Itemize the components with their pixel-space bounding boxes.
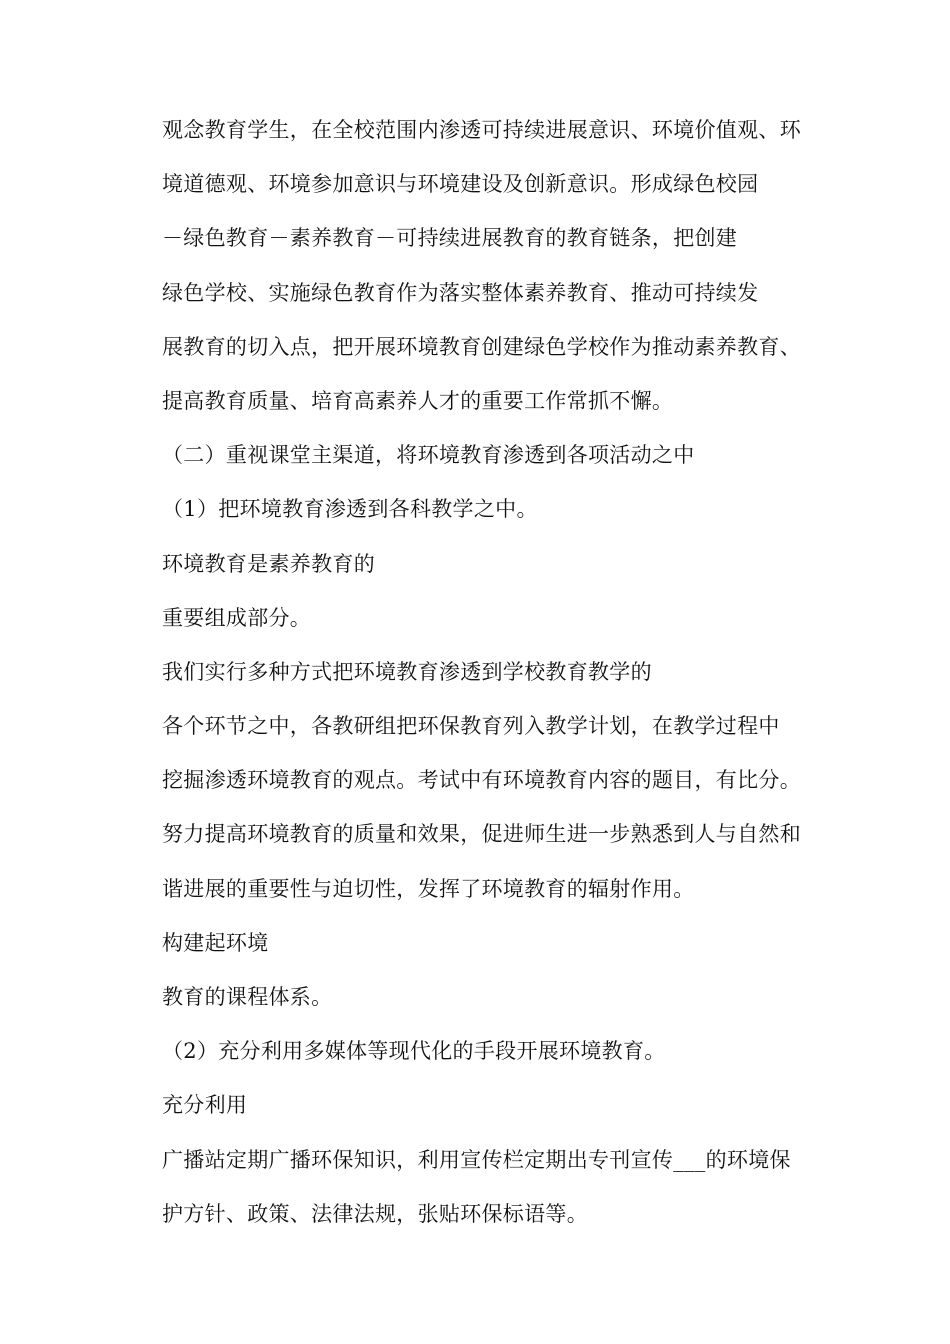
text-line: 境道德观、环境参加意识与环境建设及创新意识。形成绿色校园	[162, 172, 759, 197]
text-line: 重要组成部分。	[162, 605, 312, 630]
text-line: 构建起环境	[162, 930, 269, 955]
text-line: 谐进展的重要性与迫切性，发挥了环境教育的辐射作用。	[162, 876, 695, 901]
subsection-heading: （2）充分利用多媒体等现代化的手段开展环境教育。	[162, 1039, 666, 1064]
text-line: 展教育的切入点，把开展环境教育创建绿色学校作为推动素养教育、	[162, 334, 801, 359]
text-line: 护方针、政策、法律法规，张贴环保标语等。	[162, 1201, 588, 1226]
text-line: 观念教育学生，在全校范围内渗透可持续进展意识、环境价值观、环	[162, 118, 801, 142]
text-line: 绿色学校、实施绿色教育作为落实整体素养教育、推动可持续发	[162, 280, 759, 305]
text-line: 努力提高环境教育的质量和效果，促进师生进一步熟悉到人与自然和	[162, 822, 801, 847]
text-line: 环境教育是素养教育的	[162, 551, 375, 576]
text-line: 我们实行多种方式把环境教育渗透到学校教育教学的	[162, 659, 652, 684]
text-line: 教育的课程体系。	[162, 985, 333, 1009]
section-heading: （二）重视课堂主渠道，将环境教育渗透到各项活动之中	[162, 443, 695, 468]
text-line: －绿色教育－素养教育－可持续进展教育的教育链条，把创建	[162, 226, 738, 251]
text-line: 广播站定期广播环保知识，利用宣传栏定期出专刊宣传___的环境保	[162, 1147, 791, 1172]
text-line: 挖掘渗透环境教育的观点。考试中有环境教育内容的题目，有比分。	[162, 768, 801, 793]
document-body	[162, 110, 882, 1248]
subsection-heading: （1）把环境教育渗透到各科教学之中。	[162, 497, 538, 522]
text-line: 各个环节之中，各教研组把环保教育列入教学计划，在教学过程中	[162, 714, 780, 739]
text-line: 充分利用	[162, 1093, 248, 1118]
text-line: 提高教育质量、培育高素养人才的重要工作常抓不懈。	[162, 388, 674, 413]
